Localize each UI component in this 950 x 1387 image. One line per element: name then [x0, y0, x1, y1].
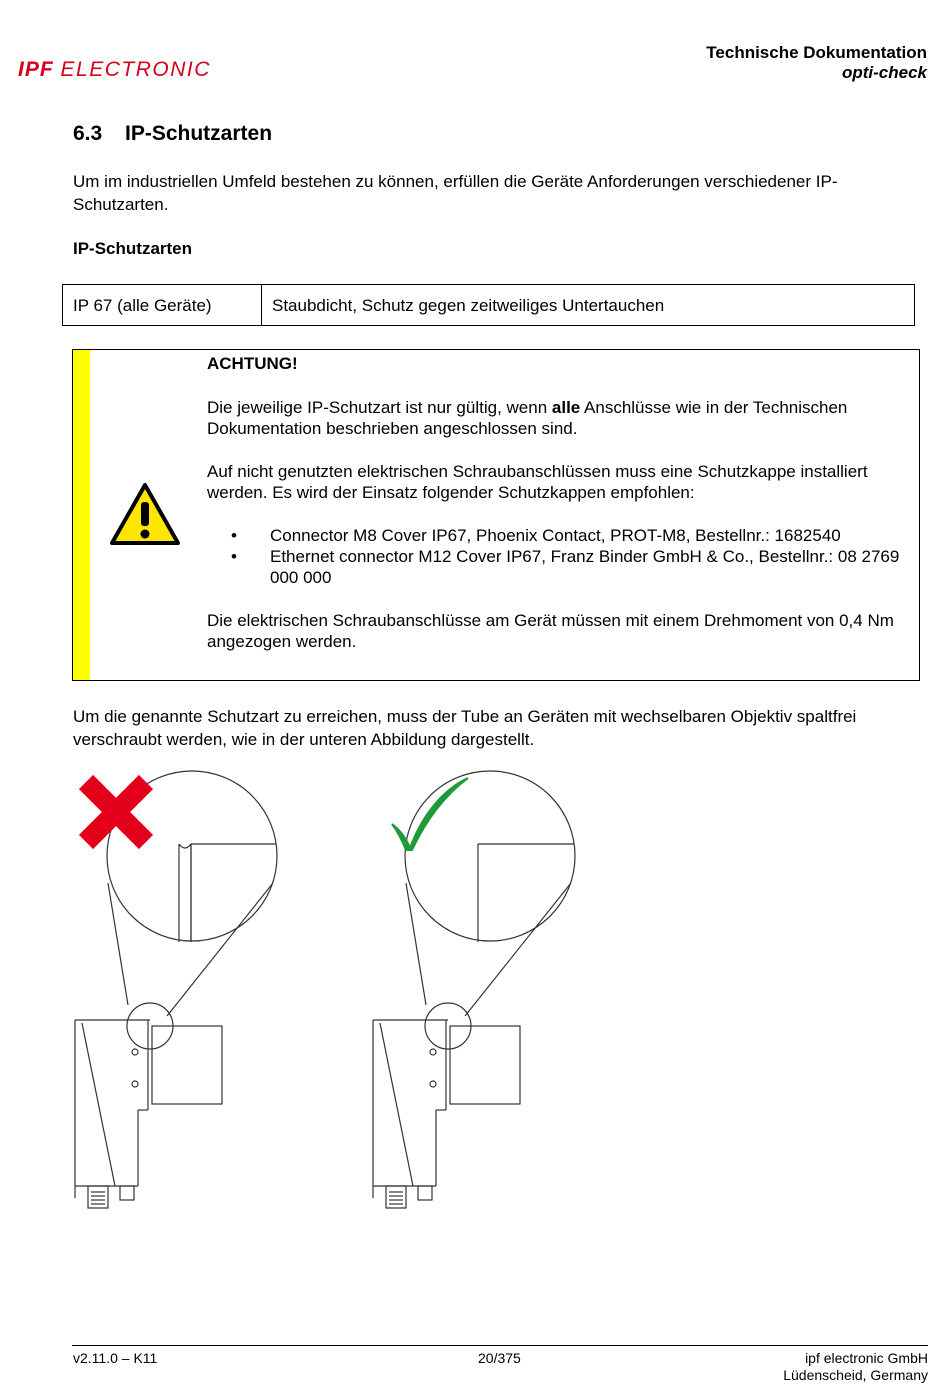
company-logo — [18, 58, 211, 82]
document-subtitle: opti-check — [841, 63, 927, 82]
document-header — [706, 43, 927, 83]
list-item-text: Connector M8 Cover IP67, Phoenix Contact, PROT-M8, Bestellnr.: 1682540 — [270, 526, 841, 545]
list-item — [207, 546, 907, 588]
warning-paragraph-caps: Auf nicht genutzten elektrischen Schraubanschlüssen muss eine Schutzkappe installiert werden. Es wird der Einsatz folgender Schutzkappen empfohlen: — [207, 462, 868, 502]
footer-version: v2.11.0 – K11 — [73, 1350, 158, 1366]
footer-page-number: 20/375 — [478, 1350, 521, 1366]
list-item-text: Ethernet connector M12 Cover IP67, Franz Binder GmbH & Co., Bestellnr.: 08 2769 000 000 — [270, 547, 900, 587]
footer-company — [783, 1350, 928, 1384]
ip-description-cell: Staubdicht, Schutz gegen zeitweiliges Untertauchen — [272, 296, 665, 315]
footer-divider — [72, 1345, 928, 1346]
document-title: Technische Dokumentation — [706, 43, 927, 62]
bullet-icon: • — [231, 526, 237, 545]
list-item — [207, 525, 907, 546]
section-title: IP-Schutzarten — [125, 122, 273, 145]
bullet-icon: • — [231, 547, 237, 566]
green-checkmark-icon — [392, 778, 468, 850]
intro-paragraph: Um im industriellen Umfeld bestehen zu können, erfüllen die Geräte Anforderungen verschiedener IP-Schutzarten. — [73, 172, 838, 214]
assembly-figure — [70, 768, 590, 1223]
warning-text-part: Die jeweilige IP-Schutzart ist nur gültig, wenn — [207, 398, 552, 417]
assembly-drawing — [70, 768, 590, 1218]
logo-mark: IPF — [18, 58, 54, 81]
footer-company-name: ipf electronic GmbH — [805, 1350, 928, 1366]
warning-triangle-icon — [109, 482, 181, 551]
protective-cap-list — [207, 525, 907, 588]
red-cross-icon — [86, 782, 146, 842]
warning-emphasis: alle — [551, 398, 581, 417]
warning-text-part: Anschlüsse wie in der Technischen Dokumentation beschrieben angeschlossen sind. — [207, 398, 848, 438]
subheading: IP-Schutzarten — [73, 239, 193, 258]
ip-class-cell: IP 67 (alle Geräte) — [63, 285, 262, 325]
body-paragraph: Um die genannte Schutzart zu erreichen, muss der Tube an Geräten mit wechselbaren Objektiv spaltfrei verschraubt werden, wie in der unteren Abbildung dargestellt. — [73, 707, 857, 749]
warning-accent-bar — [73, 350, 90, 680]
warning-paragraph-torque: Die elektrischen Schraubanschlüsse am Gerät müssen mit einem Drehmoment von 0,4 Nm angezogen werden. — [207, 611, 894, 651]
warning-box — [72, 349, 920, 681]
warning-content — [207, 352, 907, 652]
warning-paragraph-validity — [207, 397, 907, 439]
section-number: 6.3 — [73, 122, 103, 145]
section-heading — [73, 122, 272, 146]
ip-rating-table — [62, 284, 915, 326]
footer-location: Lüdenscheid, Germany — [783, 1367, 928, 1383]
logo-text: ELECTRONIC — [60, 58, 211, 81]
warning-heading: ACHTUNG! — [207, 354, 298, 373]
